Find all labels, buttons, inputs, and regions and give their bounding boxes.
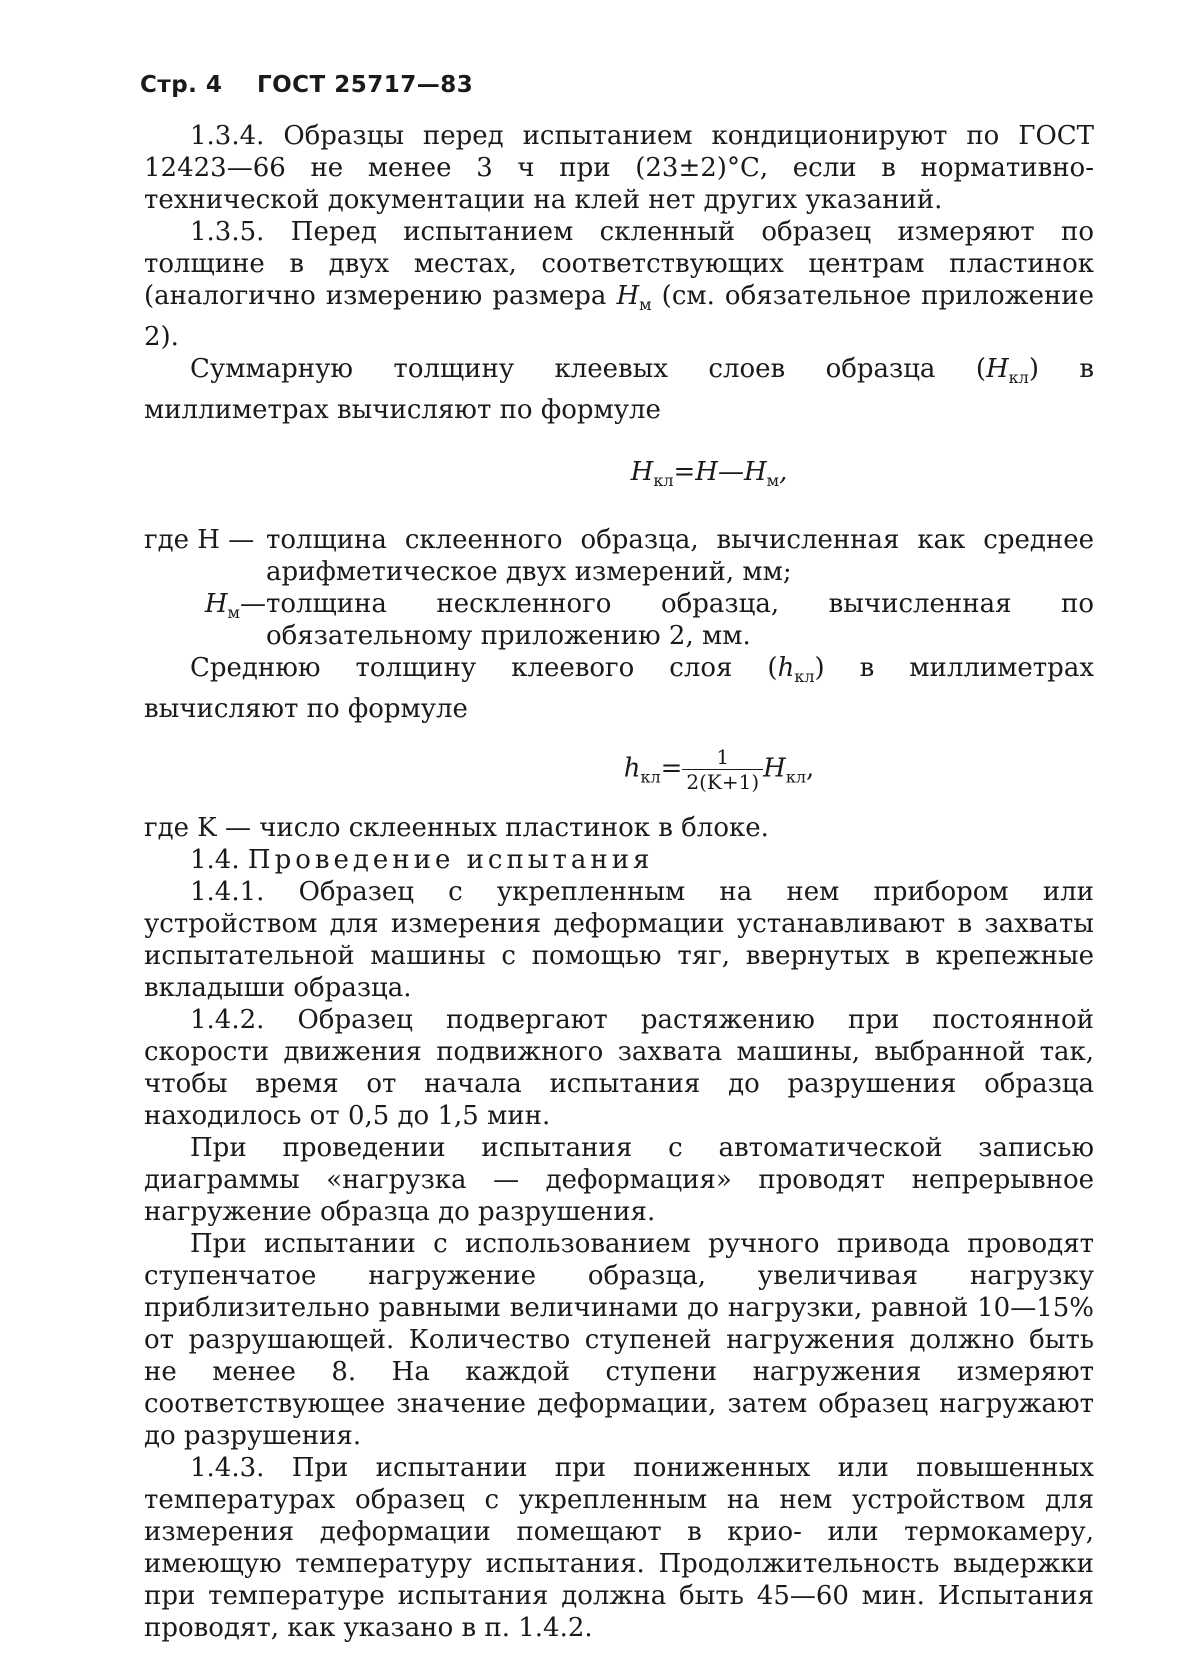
definition-h-m-term: $H_м—$ [204,588,266,622]
paragraph-1-4-2: 1.4.2. Образец подвергают растяжению при постоянной скорости движения подвижного захвата машины, выбранной так, чтобы время от начала испытания до разрушения образца находилось от 0,5 до 1,5 мин. [144,1004,1094,1131]
symbol-h-m: $H_м$ [616,281,652,315]
formula-2: $h_{кл}=$ $\frac{1}{2(K+1)}$ $H_{кл}$, [623,744,815,794]
definition-k: где K — число склеенных пластинок в блоке. [144,812,769,843]
paragraph-1-3-5-text: 1.3.5. Перед испытанием скленный образец измеряют по толщине в двух местах, соответствующих центрам пластинок (аналогично измерению размера [144,217,1094,311]
definition-h-desc: толщина склеенного образца, вычисленная как среднее арифметическое двух измерений, мм; [266,524,1094,587]
standard-code: ГОСТ 25717—83 [256,72,474,98]
symbol-h-kl: $H_{кл}$ [985,354,1029,388]
paragraph-mean-thickness: Среднюю толщину клеевого слоя $(h_{кл})$ в миллиметрах вычисляют по формуле [144,652,1094,724]
symbol-small-h-kl: $h_{кл}$ [777,652,815,686]
section-1-4-heading: 1.4. Проведение испытания [190,844,654,875]
definition-h-term: где H — [144,524,255,555]
fraction: $\frac{1}{2(K+1)}$ [682,745,763,794]
paragraph-1-3-5-end: (см. обязательное приложение 2). [144,281,1095,353]
page-number: Стр. 4 [140,72,223,98]
definition-h-m [144,588,1094,652]
page-header [140,72,473,98]
paragraph-auto-record: При проведении испытания с автоматической записью диаграммы «нагрузка — деформация» проводят непрерывное нагружение образца до разрушения. [144,1132,1094,1227]
paragraph-1-4-3: 1.4.3. При испытании при пониженных или повышенных температурах образец с укрепленным на нем устройством для измерения деформации помещают в крио- или термокамеру, имеющую температуру испытания. Продолжительность выдержки при температуре испытания должна быть 45—60 мин. Испытания проводят, как указано в п. 1.4.2. [144,1452,1094,1643]
formula-1: $H_{кл}=H—H_м$, [630,457,788,491]
paragraph-1-3-5 [144,216,1094,353]
paragraph-sum-thickness: Суммарную толщину клеевых слоев образца $(H_{кл})$ в миллиметрах вычисляют по формуле [144,354,1094,426]
document-body [144,120,1094,1644]
paragraph-1-3-4: 1.3.4. Образцы перед испытанием кондиционируют по ГОСТ 12423—66 не менее 3 ч при (23±2)°С, если в нормативно-технической документации на клей нет других указаний. [144,121,1094,215]
definition-h-m-desc: толщина нескленного образца, вычисленная по обязательному приложению 2, мм. [266,588,1094,651]
definition-h [144,524,1094,588]
paragraph-manual-drive: При испытании с использованием ручного привода проводят ступенчатое нагружение образца, увеличивая нагрузку приблизительно равными величинами до нагрузки, равной 10—15% от разрушающей. Количество ступеней нагружения должно быть не менее 8. На каждой ступени нагружения измеряют соответствующее значение деформации, затем образец нагружают до разрушения. [144,1228,1094,1451]
paragraph-1-4-1: 1.4.1. Образец с укрепленным на нем прибором или устройством для измерения деформации устанавливают в захваты испытательной машины с помощью тяг, ввернутых в крепежные вкладыши образца. [144,876,1094,1003]
